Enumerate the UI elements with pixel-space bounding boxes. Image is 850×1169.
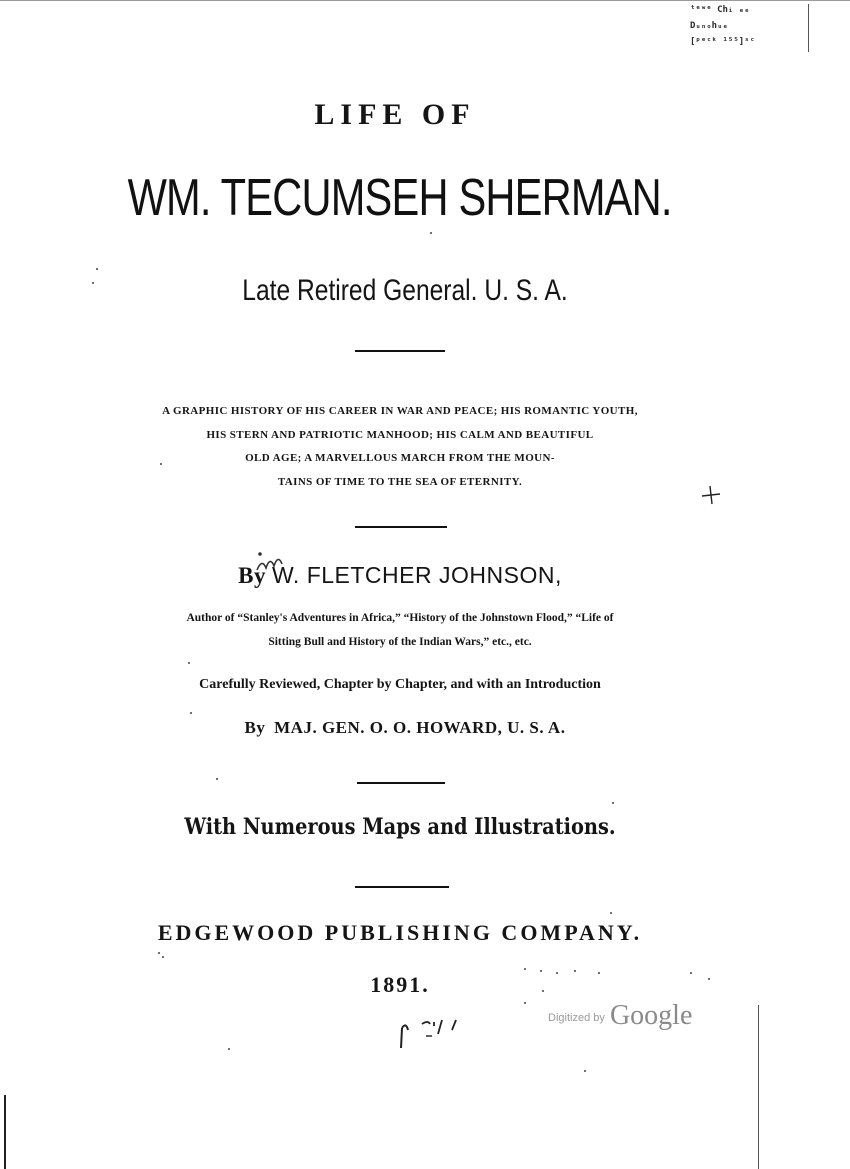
scan-speck	[584, 1070, 586, 1072]
scan-speck	[228, 1048, 230, 1050]
book-description	[0, 400, 800, 494]
scan-speck	[612, 802, 614, 804]
scan-speck	[574, 970, 576, 972]
divider-rule	[355, 526, 447, 528]
introducer-prefix: By	[244, 718, 266, 737]
google-logo-text: Google	[609, 1000, 693, 1031]
author-works-line: Sitting Bull and History of the Indian Wars,” etc., etc.	[268, 636, 532, 648]
digitized-prefix: Digitized by	[548, 1012, 605, 1024]
scan-speck	[160, 463, 162, 465]
introducer-line	[0, 718, 830, 738]
scan-speck	[542, 990, 544, 992]
author-works-line: Author of “Stanley's Adventures in Africa,” “History of the Johnstown Flood,” “Life of	[186, 612, 614, 624]
scan-speck	[188, 662, 190, 664]
author-name: W. FLETCHER JOHNSON,	[271, 562, 562, 588]
author-previous-works	[0, 606, 800, 654]
scan-edge-line	[758, 1005, 759, 1169]
divider-rule	[355, 350, 445, 352]
description-line: A GRAPHIC HISTORY OF HIS CAREER IN WAR AND PEACE; HIS ROMANTIC YOUTH,	[162, 405, 638, 417]
book-subtitle: Late Retired General. U. S. A.	[242, 274, 568, 307]
scan-speck	[524, 968, 526, 970]
scan-speck	[190, 712, 192, 714]
book-title: WM. TECUMSEH SHERMAN.	[127, 169, 672, 227]
scan-speck	[430, 232, 432, 234]
reviewed-line: Carefully Reviewed, Chapter by Chapter, and with an Introduction	[199, 677, 601, 692]
digitized-watermark	[548, 1000, 692, 1032]
pencil-cross-icon	[700, 484, 722, 506]
catalog-note-divider	[808, 4, 809, 52]
life-of-heading: LIFE OF	[314, 98, 476, 131]
scan-speck	[598, 972, 600, 974]
byline-prefix: By	[238, 563, 266, 588]
scan-speck	[158, 952, 160, 954]
author-byline	[0, 562, 825, 589]
scan-speck	[556, 972, 558, 974]
scan-speck	[96, 268, 98, 270]
description-line: OLD AGE; A MARVELLOUS MARCH FROM THE MOUN-	[245, 452, 555, 464]
scan-speck	[540, 970, 542, 972]
scan-speck	[162, 956, 164, 958]
scan-speck	[690, 972, 692, 974]
scan-speck	[610, 912, 612, 914]
catalog-note-line: [ᵖᵉᶜᵏ ¹⁵⁵]ˢᶜ	[690, 37, 756, 47]
catalog-note-line: ᵗᵉʷᵉ Chᵢ ₑₑ	[690, 5, 750, 15]
scan-spine-mark	[4, 1095, 6, 1169]
description-line: TAINS OF TIME TO THE SEA OF ETERNITY.	[277, 475, 523, 488]
catalog-note-line: Dᵤₙₒhᵤₑ	[690, 21, 728, 31]
scan-speck	[216, 778, 218, 780]
publisher-name: EDGEWOOD PUBLISHING COMPANY.	[157, 920, 643, 945]
publication-year: 1891.	[370, 972, 430, 997]
scan-speck	[524, 1002, 526, 1004]
introducer-name: MAJ. GEN. O. O. HOWARD, U. S. A.	[274, 718, 566, 737]
description-line: HIS STERN AND PATRIOTIC MANHOOD; HIS CALM AND BEAUTIFUL	[206, 428, 594, 441]
divider-rule	[355, 886, 449, 888]
handwritten-catalog-note	[690, 2, 820, 50]
shelf-mark-scribble-icon	[398, 1016, 468, 1050]
scan-speck	[92, 282, 94, 284]
divider-rule	[357, 782, 445, 784]
scan-speck	[708, 978, 710, 980]
illustrations-note: With Numerous Maps and Illustrations.	[184, 814, 616, 840]
